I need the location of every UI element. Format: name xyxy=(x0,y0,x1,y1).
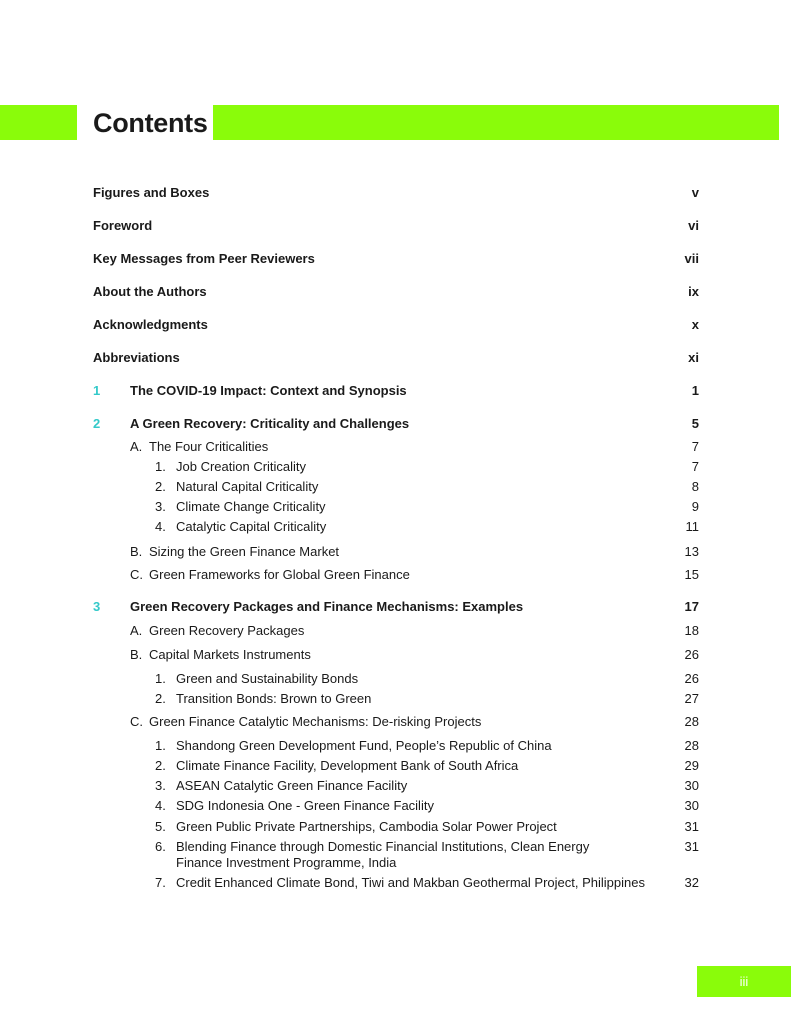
section-title: Sizing the Green Finance Market xyxy=(149,544,340,559)
subsection-title: Catalytic Capital Criticality xyxy=(176,519,327,534)
section-title: Green Recovery Packages xyxy=(149,623,305,638)
section-letter: C. xyxy=(130,714,143,729)
toc-entry-label: Abbreviations xyxy=(93,350,180,365)
toc-entry-page: 30 xyxy=(684,798,699,813)
toc-entry-page: xi xyxy=(688,350,699,365)
section-title: The Four Criticalities xyxy=(149,439,269,454)
toc-entry-page: 18 xyxy=(684,623,699,638)
subsection-title: Blending Finance through Domestic Financial Institutions, Clean Energy Finance Investment Programme, India xyxy=(176,839,590,870)
subsection-number: 3. xyxy=(155,778,166,793)
subsection-title: Credit Enhanced Climate Bond, Tiwi and Makban Geothermal Project, Philippines xyxy=(176,875,645,890)
toc-entry-page: 9 xyxy=(691,499,699,514)
toc-entry-page: v xyxy=(691,185,699,200)
section-letter: A. xyxy=(130,623,143,638)
subsection-number: 1. xyxy=(155,671,166,686)
toc-entry-page: 17 xyxy=(684,599,699,614)
chapter-title: Green Recovery Packages and Finance Mechanisms: Examples xyxy=(130,599,524,614)
toc-entry-label: About the Authors xyxy=(93,284,207,299)
toc-entry-page: 31 xyxy=(684,839,699,854)
toc-entry-page: 8 xyxy=(691,479,699,494)
toc-entry-label: Key Messages from Peer Reviewers xyxy=(93,251,315,266)
section-letter: C. xyxy=(130,567,143,582)
section-letter: B. xyxy=(130,647,143,662)
toc-entry-page: 15 xyxy=(684,567,699,582)
toc-entry-page: 27 xyxy=(684,691,699,706)
toc-entry-page: 1 xyxy=(691,383,699,398)
chapter-title: The COVID-19 Impact: Context and Synopsis xyxy=(130,383,407,398)
subsection-title: Green and Sustainability Bonds xyxy=(176,671,359,686)
subsection-title: ASEAN Catalytic Green Finance Facility xyxy=(176,778,408,793)
toc-entry-page: 26 xyxy=(684,647,699,662)
toc-entry-page: 29 xyxy=(684,758,699,773)
title-band-right xyxy=(213,105,779,140)
toc-entry-label: Foreword xyxy=(93,218,153,233)
toc-entry-page: vii xyxy=(684,251,699,266)
subsection-number: 4. xyxy=(155,798,166,813)
subsection-title: Transition Bonds: Brown to Green xyxy=(176,691,372,706)
subsection-number: 2. xyxy=(155,691,166,706)
section-letter: B. xyxy=(130,544,143,559)
toc-entry-page: ix xyxy=(688,284,699,299)
subsection-number: 2. xyxy=(155,479,166,494)
chapter-number: 1 xyxy=(93,383,101,398)
section-title: Capital Markets Instruments xyxy=(149,647,311,662)
toc-entry-page: vi xyxy=(688,218,699,233)
page-number: iii xyxy=(739,974,749,989)
section-title: Green Frameworks for Global Green Finance xyxy=(149,567,410,582)
toc-entry-page: 7 xyxy=(691,439,699,454)
subsection-number: 5. xyxy=(155,819,166,834)
subsection-title: SDG Indonesia One - Green Finance Facility xyxy=(176,798,434,813)
toc-entry-page: x xyxy=(691,317,699,332)
page-title: Contents xyxy=(93,108,208,138)
subsection-title: Climate Change Criticality xyxy=(176,499,326,514)
subsection-number: 7. xyxy=(155,875,166,890)
toc-entry-page: 32 xyxy=(684,875,699,890)
subsection-number: 1. xyxy=(155,738,166,753)
chapter-number: 2 xyxy=(93,416,101,431)
subsection-title: Natural Capital Criticality xyxy=(176,479,319,494)
subsection-number: 4. xyxy=(155,519,166,534)
toc-entry-page: 11 xyxy=(685,519,699,534)
title-band-left xyxy=(0,105,77,140)
toc-entry-page: 30 xyxy=(684,778,699,793)
subsection-number: 2. xyxy=(155,758,166,773)
toc-entry-label: Figures and Boxes xyxy=(93,185,210,200)
section-title: Green Finance Catalytic Mechanisms: De-risking Projects xyxy=(149,714,482,729)
chapter-number: 3 xyxy=(93,599,101,614)
toc-entry-page: 5 xyxy=(691,416,699,431)
section-letter: A. xyxy=(130,439,143,454)
subsection-title: Job Creation Criticality xyxy=(176,459,307,474)
subsection-number: 3. xyxy=(155,499,166,514)
subsection-number: 6. xyxy=(155,839,166,854)
chapter-title: A Green Recovery: Criticality and Challenges xyxy=(130,416,410,431)
subsection-number: 1. xyxy=(155,459,166,474)
toc-entry-page: 26 xyxy=(684,671,699,686)
subsection-title: Green Public Private Partnerships, Cambodia Solar Power Project xyxy=(176,819,557,834)
toc-entry-page: 28 xyxy=(684,714,699,729)
toc-entry-label: Acknowledgments xyxy=(93,317,208,332)
subsection-title: Shandong Green Development Fund, People’s Republic of China xyxy=(176,738,552,753)
toc-entry-page: 7 xyxy=(691,459,699,474)
toc-entry-page: 28 xyxy=(684,738,699,753)
toc-entry-page: 13 xyxy=(684,544,699,559)
toc-entry-page: 31 xyxy=(684,819,699,834)
subsection-title: Climate Finance Facility, Development Bank of South Africa xyxy=(176,758,519,773)
